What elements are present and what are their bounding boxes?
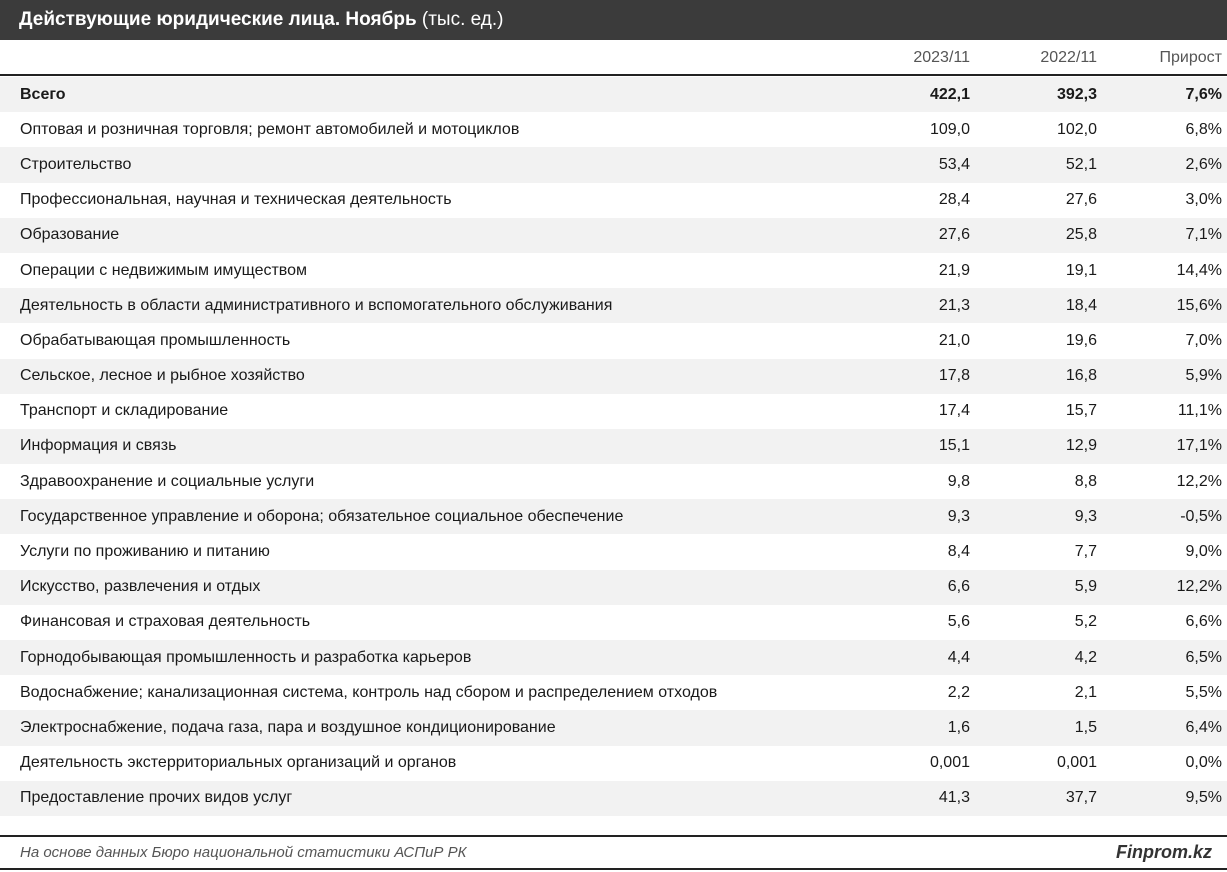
growth-value: 3,0% (1185, 191, 1222, 209)
growth-value: -0,5% (1180, 507, 1222, 525)
value-2023: 2,2 (947, 683, 970, 701)
title-main: Действующие юридические лица. Ноябрь (19, 9, 417, 30)
growth-value: 9,0% (1185, 543, 1222, 561)
row-label: Оптовая и розничная торговля; ремонт автомобилей и мотоциклов (20, 120, 520, 138)
value-2023: 0,001 (929, 754, 970, 772)
growth-value: 2,6% (1185, 155, 1222, 173)
table-row (0, 183, 1227, 218)
value-2023: 53,4 (938, 155, 970, 173)
row-label: Образование (20, 226, 120, 244)
value-2022: 2,1 (1074, 683, 1097, 701)
growth-value: 9,5% (1185, 789, 1222, 807)
value-2022: 1,5 (1074, 718, 1097, 736)
value-2023: 17,8 (938, 367, 970, 385)
table-row (0, 675, 1227, 710)
growth-value: 6,5% (1185, 648, 1222, 666)
growth-value: 12,2% (1176, 578, 1222, 596)
value-2023: 422,1 (929, 85, 970, 103)
row-label: Услуги по проживанию и питанию (20, 543, 270, 561)
row-label: Предоставление прочих видов услуг (20, 789, 293, 807)
row-label: Водоснабжение; канализационная система, контроль над сбором и распределением отходов (20, 683, 718, 701)
row-label: Деятельность в области административного и вспомогательного обслуживания (20, 296, 613, 314)
value-2023: 9,3 (947, 507, 970, 525)
value-2022: 102,0 (1056, 120, 1097, 138)
table-row (0, 77, 1227, 112)
growth-value: 7,1% (1185, 226, 1222, 244)
value-2022: 37,7 (1065, 789, 1097, 807)
growth-value: 17,1% (1176, 437, 1222, 455)
column-header-2022: 2022/11 (1040, 49, 1097, 66)
table-row (0, 499, 1227, 534)
table-row (0, 746, 1227, 781)
table-row (0, 394, 1227, 429)
growth-value: 15,6% (1176, 296, 1222, 314)
value-2022: 25,8 (1065, 226, 1097, 244)
table-row (0, 781, 1227, 816)
table-row (0, 534, 1227, 569)
table-row (0, 147, 1227, 182)
value-2022: 15,7 (1065, 402, 1097, 420)
column-header-growth: Прирост (1159, 49, 1222, 66)
growth-value: 5,9% (1185, 367, 1222, 385)
row-label: Финансовая и страховая деятельность (20, 613, 311, 631)
table-row (0, 570, 1227, 605)
table-body (0, 77, 1227, 816)
value-2022: 9,3 (1074, 507, 1097, 525)
value-2022: 52,1 (1065, 155, 1097, 173)
row-label: Всего (20, 85, 66, 103)
value-2022: 5,9 (1074, 578, 1097, 596)
value-2023: 28,4 (938, 191, 970, 209)
row-label: Обрабатывающая промышленность (20, 331, 291, 349)
row-label: Строительство (20, 155, 132, 173)
table-row (0, 710, 1227, 745)
growth-value: 11,1% (1177, 402, 1222, 420)
value-2022: 8,8 (1074, 472, 1097, 490)
value-2023: 21,9 (938, 261, 970, 279)
value-2022: 12,9 (1065, 437, 1097, 455)
value-2023: 21,0 (938, 331, 970, 349)
growth-value: 5,5% (1185, 683, 1222, 701)
growth-value: 6,4% (1185, 718, 1222, 736)
value-2022: 19,1 (1065, 261, 1097, 279)
value-2023: 4,4 (947, 648, 970, 666)
row-label: Деятельность экстерриториальных организаций и органов (20, 754, 457, 772)
title-unit: (тыс. ед.) (421, 9, 504, 30)
value-2022: 16,8 (1065, 367, 1097, 385)
growth-value: 7,6% (1185, 85, 1222, 103)
table-row (0, 218, 1227, 253)
table-row (0, 112, 1227, 147)
value-2023: 8,4 (947, 543, 970, 561)
table-row (0, 288, 1227, 323)
value-2022: 4,2 (1074, 648, 1097, 666)
growth-value: 6,8% (1185, 120, 1222, 138)
value-2022: 7,7 (1074, 543, 1097, 561)
row-label: Операции с недвижимым имуществом (20, 261, 308, 279)
value-2023: 5,6 (947, 613, 970, 631)
row-label: Искусство, развлечения и отдых (20, 578, 261, 596)
table-row (0, 253, 1227, 288)
row-label: Транспорт и складирование (20, 402, 229, 420)
table-row (0, 640, 1227, 675)
value-2022: 5,2 (1074, 613, 1097, 631)
growth-value: 7,0% (1185, 331, 1222, 349)
table-row (0, 605, 1227, 640)
growth-value: 0,0% (1185, 754, 1222, 772)
row-label: Горнодобывающая промышленность и разработка карьеров (20, 648, 472, 666)
row-label: Электроснабжение, подача газа, пара и воздушное кондиционирование (20, 718, 556, 736)
growth-value: 6,6% (1185, 613, 1222, 631)
value-2023: 6,6 (947, 578, 970, 596)
row-label: Профессиональная, научная и техническая деятельность (20, 191, 452, 209)
value-2023: 1,6 (947, 718, 970, 736)
growth-value: 14,4% (1176, 261, 1222, 279)
value-2022: 27,6 (1065, 191, 1097, 209)
row-label: Сельское, лесное и рыбное хозяйство (20, 367, 305, 385)
table-title (0, 0, 1227, 40)
row-label: Государственное управление и оборона; обязательное социальное обеспечение (20, 507, 624, 525)
growth-value: 12,2% (1176, 472, 1222, 490)
table-row (0, 359, 1227, 394)
row-label: Здравоохранение и социальные услуги (20, 472, 315, 490)
value-2022: 18,4 (1065, 296, 1097, 314)
row-label: Информация и связь (20, 437, 177, 455)
value-2023: 41,3 (938, 789, 970, 807)
value-2023: 27,6 (938, 226, 970, 244)
table-row (0, 429, 1227, 464)
footer (0, 835, 1227, 870)
value-2022: 392,3 (1056, 85, 1097, 103)
brand-logo: Finprom.kz (1115, 842, 1212, 862)
value-2023: 9,8 (947, 472, 970, 490)
value-2022: 19,6 (1065, 331, 1097, 349)
table-row (0, 464, 1227, 499)
table-row (0, 323, 1227, 358)
value-2023: 17,4 (938, 402, 970, 420)
value-2023: 21,3 (938, 296, 970, 314)
source-note: На основе данных Бюро национальной статистики АСПиР РК (20, 844, 467, 861)
value-2023: 15,1 (938, 437, 970, 455)
table-header (0, 40, 1227, 76)
column-header-2023: 2023/11 (913, 49, 970, 66)
value-2022: 0,001 (1056, 754, 1097, 772)
value-2023: 109,0 (929, 120, 970, 138)
